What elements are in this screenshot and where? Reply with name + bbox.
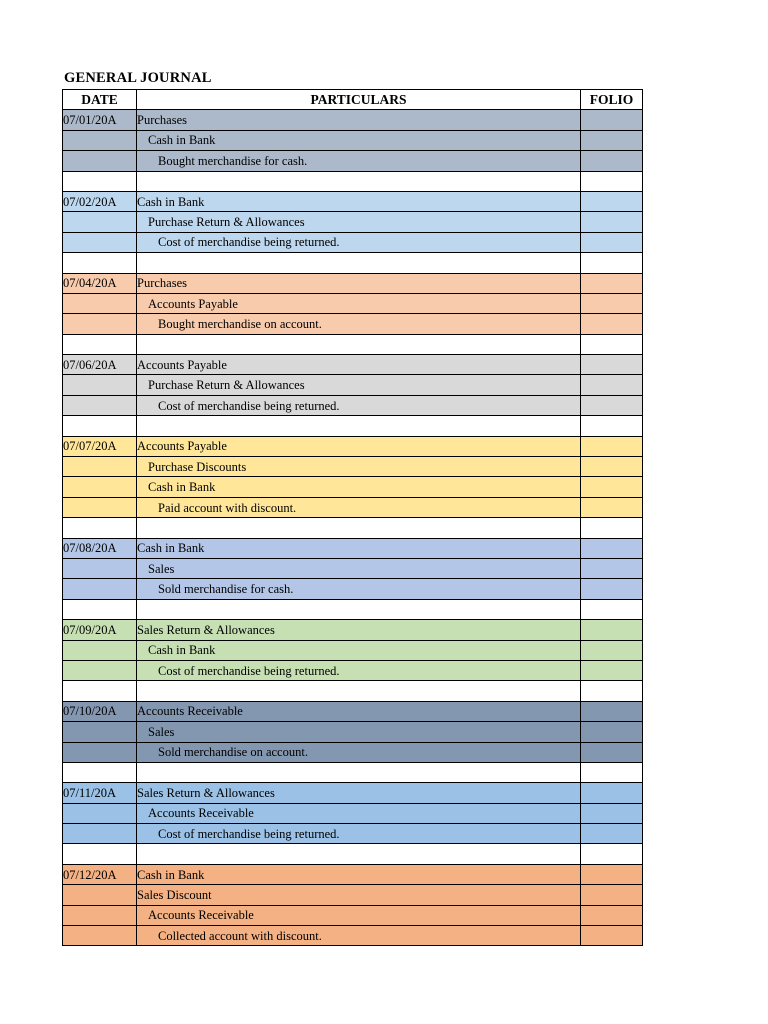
entry-account: Cash in Bank	[137, 130, 581, 150]
journal-row	[63, 926, 643, 946]
entry-folio	[581, 620, 643, 640]
spacer-cell	[63, 762, 137, 782]
entry-date	[63, 803, 137, 823]
journal-row	[63, 538, 643, 558]
entry-folio	[581, 212, 643, 232]
entry-account: Sales Discount	[137, 885, 581, 905]
entry-folio	[581, 436, 643, 456]
entry-folio	[581, 130, 643, 150]
entry-date	[63, 579, 137, 599]
spacer-cell	[63, 171, 137, 191]
entry-account: Sales Return & Allowances	[137, 620, 581, 640]
journal-row	[63, 457, 643, 477]
spacer-cell	[63, 416, 137, 436]
entry-account: Purchases	[137, 110, 581, 130]
spacer-cell	[581, 518, 643, 538]
spacer-row	[63, 681, 643, 701]
entry-explanation: Cost of merchandise being returned.	[137, 232, 581, 252]
entry-account: Purchase Discounts	[137, 457, 581, 477]
spacer-cell	[137, 253, 581, 273]
entry-account: Cash in Bank	[137, 864, 581, 884]
spacer-row	[63, 334, 643, 354]
entry-folio	[581, 722, 643, 742]
spacer-cell	[581, 334, 643, 354]
journal-row	[63, 885, 643, 905]
spacer-cell	[581, 416, 643, 436]
entry-account: Cash in Bank	[137, 191, 581, 211]
spacer-row	[63, 762, 643, 782]
spacer-row	[63, 171, 643, 191]
entry-date	[63, 905, 137, 925]
entry-folio	[581, 457, 643, 477]
entry-folio	[581, 558, 643, 578]
date-column-header: DATE	[63, 90, 137, 110]
entry-date	[63, 497, 137, 517]
folio-column-header: FOLIO	[581, 90, 643, 110]
entry-account: Sales Return & Allowances	[137, 783, 581, 803]
spacer-cell	[581, 762, 643, 782]
entry-date: 07/06/20A	[63, 355, 137, 375]
entry-folio	[581, 660, 643, 680]
journal-row	[63, 905, 643, 925]
journal-row	[63, 212, 643, 232]
journal-row	[63, 436, 643, 456]
journal-row	[63, 232, 643, 252]
spacer-cell	[137, 518, 581, 538]
spacer-cell	[137, 334, 581, 354]
spacer-cell	[137, 416, 581, 436]
spacer-cell	[63, 844, 137, 864]
spacer-row	[63, 518, 643, 538]
journal-row	[63, 293, 643, 313]
entry-account: Accounts Payable	[137, 293, 581, 313]
entry-date	[63, 232, 137, 252]
journal-row	[63, 110, 643, 130]
journal-row	[63, 314, 643, 334]
entry-date	[63, 151, 137, 171]
entry-folio	[581, 742, 643, 762]
journal-row	[63, 191, 643, 211]
entry-folio	[581, 293, 643, 313]
entry-date	[63, 314, 137, 334]
journal-row	[63, 660, 643, 680]
journal-row	[63, 864, 643, 884]
journal-row	[63, 375, 643, 395]
journal-row	[63, 130, 643, 150]
page-title: GENERAL JOURNAL	[64, 70, 212, 86]
spacer-cell	[581, 681, 643, 701]
entry-date	[63, 640, 137, 660]
entry-date: 07/08/20A	[63, 538, 137, 558]
entry-date	[63, 293, 137, 313]
entry-folio	[581, 783, 643, 803]
entry-folio	[581, 110, 643, 130]
spacer-row	[63, 844, 643, 864]
spacer-cell	[581, 253, 643, 273]
entry-date	[63, 660, 137, 680]
journal-row	[63, 273, 643, 293]
entry-date	[63, 742, 137, 762]
entry-explanation: Cost of merchandise being returned.	[137, 824, 581, 844]
entry-account: Accounts Receivable	[137, 905, 581, 925]
entry-account: Purchases	[137, 273, 581, 293]
journal-body	[63, 110, 643, 946]
journal-row	[63, 803, 643, 823]
entry-date: 07/11/20A	[63, 783, 137, 803]
spacer-cell	[63, 253, 137, 273]
entry-date	[63, 212, 137, 232]
journal-row	[63, 151, 643, 171]
entry-folio	[581, 191, 643, 211]
entry-date: 07/10/20A	[63, 701, 137, 721]
spacer-cell	[63, 599, 137, 619]
spacer-cell	[581, 844, 643, 864]
entry-account: Accounts Receivable	[137, 803, 581, 823]
journal-row	[63, 558, 643, 578]
journal-row	[63, 701, 643, 721]
entry-folio	[581, 864, 643, 884]
entry-account: Accounts Payable	[137, 436, 581, 456]
entry-account: Purchase Return & Allowances	[137, 375, 581, 395]
entry-account: Sales	[137, 558, 581, 578]
journal-table	[62, 89, 643, 946]
journal-row	[63, 783, 643, 803]
entry-folio	[581, 701, 643, 721]
spacer-cell	[581, 171, 643, 191]
entry-folio	[581, 273, 643, 293]
entry-folio	[581, 640, 643, 660]
entry-date: 07/04/20A	[63, 273, 137, 293]
journal-row	[63, 722, 643, 742]
entry-folio	[581, 579, 643, 599]
spacer-cell	[137, 844, 581, 864]
entry-explanation: Cost of merchandise being returned.	[137, 395, 581, 415]
journal-row	[63, 355, 643, 375]
entry-explanation: Paid account with discount.	[137, 497, 581, 517]
entry-account: Purchase Return & Allowances	[137, 212, 581, 232]
entry-explanation: Bought merchandise for cash.	[137, 151, 581, 171]
entry-date	[63, 457, 137, 477]
entry-account: Accounts Payable	[137, 355, 581, 375]
entry-date	[63, 395, 137, 415]
spacer-row	[63, 599, 643, 619]
particulars-column-header: PARTICULARS	[137, 90, 581, 110]
entry-folio	[581, 905, 643, 925]
entry-folio	[581, 232, 643, 252]
journal-row	[63, 824, 643, 844]
entry-date	[63, 477, 137, 497]
entry-folio	[581, 538, 643, 558]
entry-folio	[581, 314, 643, 334]
entry-date	[63, 130, 137, 150]
spacer-cell	[137, 599, 581, 619]
entry-folio	[581, 355, 643, 375]
entry-account: Sales	[137, 722, 581, 742]
journal-row	[63, 395, 643, 415]
entry-date	[63, 558, 137, 578]
entry-explanation: Cost of merchandise being returned.	[137, 660, 581, 680]
spacer-cell	[63, 681, 137, 701]
spacer-cell	[63, 334, 137, 354]
entry-date: 07/02/20A	[63, 191, 137, 211]
entry-folio	[581, 926, 643, 946]
entry-date: 07/09/20A	[63, 620, 137, 640]
entry-date: 07/12/20A	[63, 864, 137, 884]
spacer-cell	[137, 681, 581, 701]
entry-account: Accounts Receivable	[137, 701, 581, 721]
entry-date	[63, 926, 137, 946]
entry-date: 07/01/20A	[63, 110, 137, 130]
journal-row	[63, 640, 643, 660]
entry-explanation: Sold merchandise for cash.	[137, 579, 581, 599]
journal-row	[63, 477, 643, 497]
entry-date	[63, 375, 137, 395]
journal-row	[63, 620, 643, 640]
entry-account: Cash in Bank	[137, 538, 581, 558]
entry-folio	[581, 885, 643, 905]
entry-date: 07/07/20A	[63, 436, 137, 456]
spacer-row	[63, 253, 643, 273]
entry-explanation: Sold merchandise on account.	[137, 742, 581, 762]
journal-row	[63, 579, 643, 599]
spacer-cell	[137, 762, 581, 782]
entry-folio	[581, 803, 643, 823]
journal-row	[63, 497, 643, 517]
spacer-cell	[581, 599, 643, 619]
header-row	[63, 90, 643, 110]
entry-folio	[581, 151, 643, 171]
entry-folio	[581, 395, 643, 415]
entry-date	[63, 722, 137, 742]
entry-date	[63, 885, 137, 905]
entry-account: Cash in Bank	[137, 477, 581, 497]
entry-folio	[581, 824, 643, 844]
entry-folio	[581, 375, 643, 395]
spacer-row	[63, 416, 643, 436]
entry-folio	[581, 497, 643, 517]
journal-row	[63, 742, 643, 762]
entry-account: Cash in Bank	[137, 640, 581, 660]
entry-explanation: Collected account with discount.	[137, 926, 581, 946]
spacer-cell	[63, 518, 137, 538]
spacer-cell	[137, 171, 581, 191]
entry-date	[63, 824, 137, 844]
entry-folio	[581, 477, 643, 497]
entry-explanation: Bought merchandise on account.	[137, 314, 581, 334]
